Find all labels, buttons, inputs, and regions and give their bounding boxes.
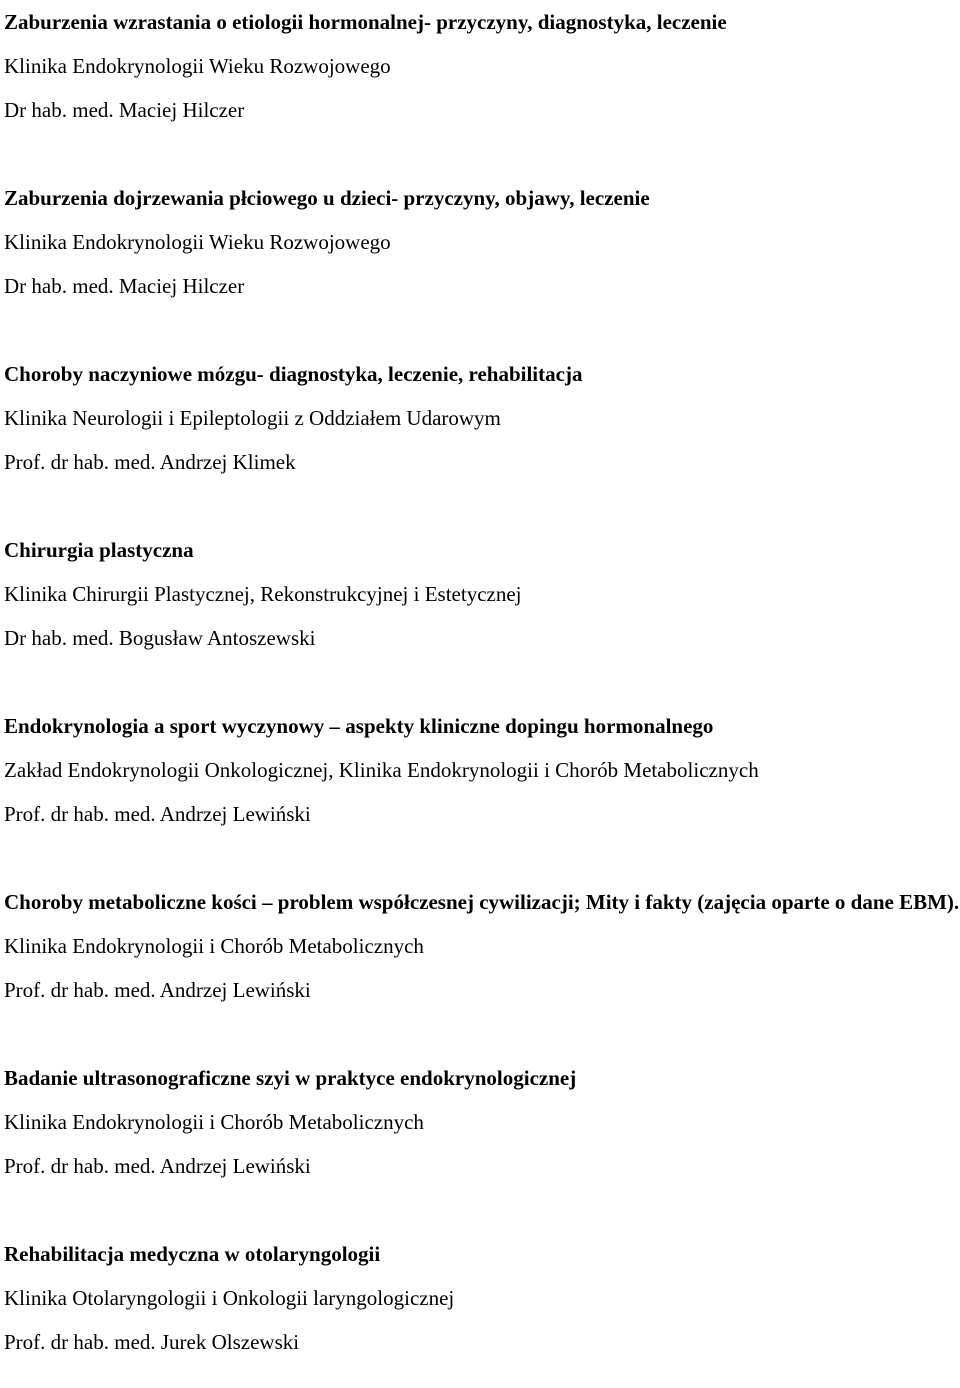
course-entry	[4, 176, 960, 308]
course-clinic: Klinika Endokrynologii i Chorób Metabolicznych	[4, 1110, 424, 1134]
course-title: Choroby naczyniowe mózgu- diagnostyka, leczenie, rehabilitacja	[4, 362, 583, 386]
course-clinic: Klinika Endokrynologii Wieku Rozwojowego	[4, 54, 391, 78]
course-entry	[4, 352, 960, 484]
spacer	[4, 484, 960, 528]
spacer	[4, 132, 960, 176]
course-lecturer: Dr hab. med. Bogusław Antoszewski	[4, 626, 316, 650]
course-title: Badanie ultrasonograficzne szyi w praktyce endokrynologicznej	[4, 1066, 577, 1090]
course-clinic: Klinika Chirurgii Plastycznej, Rekonstrukcyjnej i Estetycznej	[4, 582, 522, 606]
course-entry	[4, 0, 960, 132]
spacer	[4, 836, 960, 880]
course-title: Rehabilitacja medyczna w otolaryngologii	[4, 1242, 381, 1266]
course-clinic: Klinika Neurologii i Epileptologii z Oddziałem Udarowym	[4, 406, 501, 430]
course-entry	[4, 528, 960, 660]
course-lecturer: Dr hab. med. Maciej Hilczer	[4, 98, 245, 122]
course-list	[4, 0, 960, 1364]
course-title: Zaburzenia wzrastania o etiologii hormonalnej- przyczyny, diagnostyka, leczenie	[4, 10, 727, 34]
course-entry	[4, 1232, 960, 1364]
course-lecturer: Prof. dr hab. med. Jurek Olszewski	[4, 1330, 300, 1354]
spacer	[4, 1012, 960, 1056]
course-lecturer: Prof. dr hab. med. Andrzej Lewiński	[4, 802, 311, 826]
course-entry	[4, 880, 960, 1012]
course-clinic: Klinika Endokrynologii i Chorób Metabolicznych	[4, 934, 424, 958]
course-title: Zaburzenia dojrzewania płciowego u dzieci- przyczyny, objawy, leczenie	[4, 186, 650, 210]
course-clinic: Zakład Endokrynologii Onkologicznej, Klinika Endokrynologii i Chorób Metabolicznych	[4, 758, 759, 782]
course-lecturer: Dr hab. med. Maciej Hilczer	[4, 274, 245, 298]
course-title: Choroby metaboliczne kości – problem współczesnej cywilizacji; Mity i fakty (zajęcia oparte o dane EBM).	[4, 890, 960, 914]
course-title: Endokrynologia a sport wyczynowy – aspekty kliniczne dopingu hormonalnego	[4, 714, 714, 738]
course-title: Chirurgia plastyczna	[4, 538, 194, 562]
course-lecturer: Prof. dr hab. med. Andrzej Lewiński	[4, 1154, 311, 1178]
spacer	[4, 660, 960, 704]
course-lecturer: Prof. dr hab. med. Andrzej Lewiński	[4, 978, 311, 1002]
course-entry	[4, 704, 960, 836]
course-clinic: Klinika Endokrynologii Wieku Rozwojowego	[4, 230, 391, 254]
course-entry	[4, 1056, 960, 1188]
course-lecturer: Prof. dr hab. med. Andrzej Klimek	[4, 450, 296, 474]
spacer	[4, 1188, 960, 1232]
spacer	[4, 308, 960, 352]
course-clinic: Klinika Otolaryngologii i Onkologii laryngologicznej	[4, 1286, 455, 1310]
